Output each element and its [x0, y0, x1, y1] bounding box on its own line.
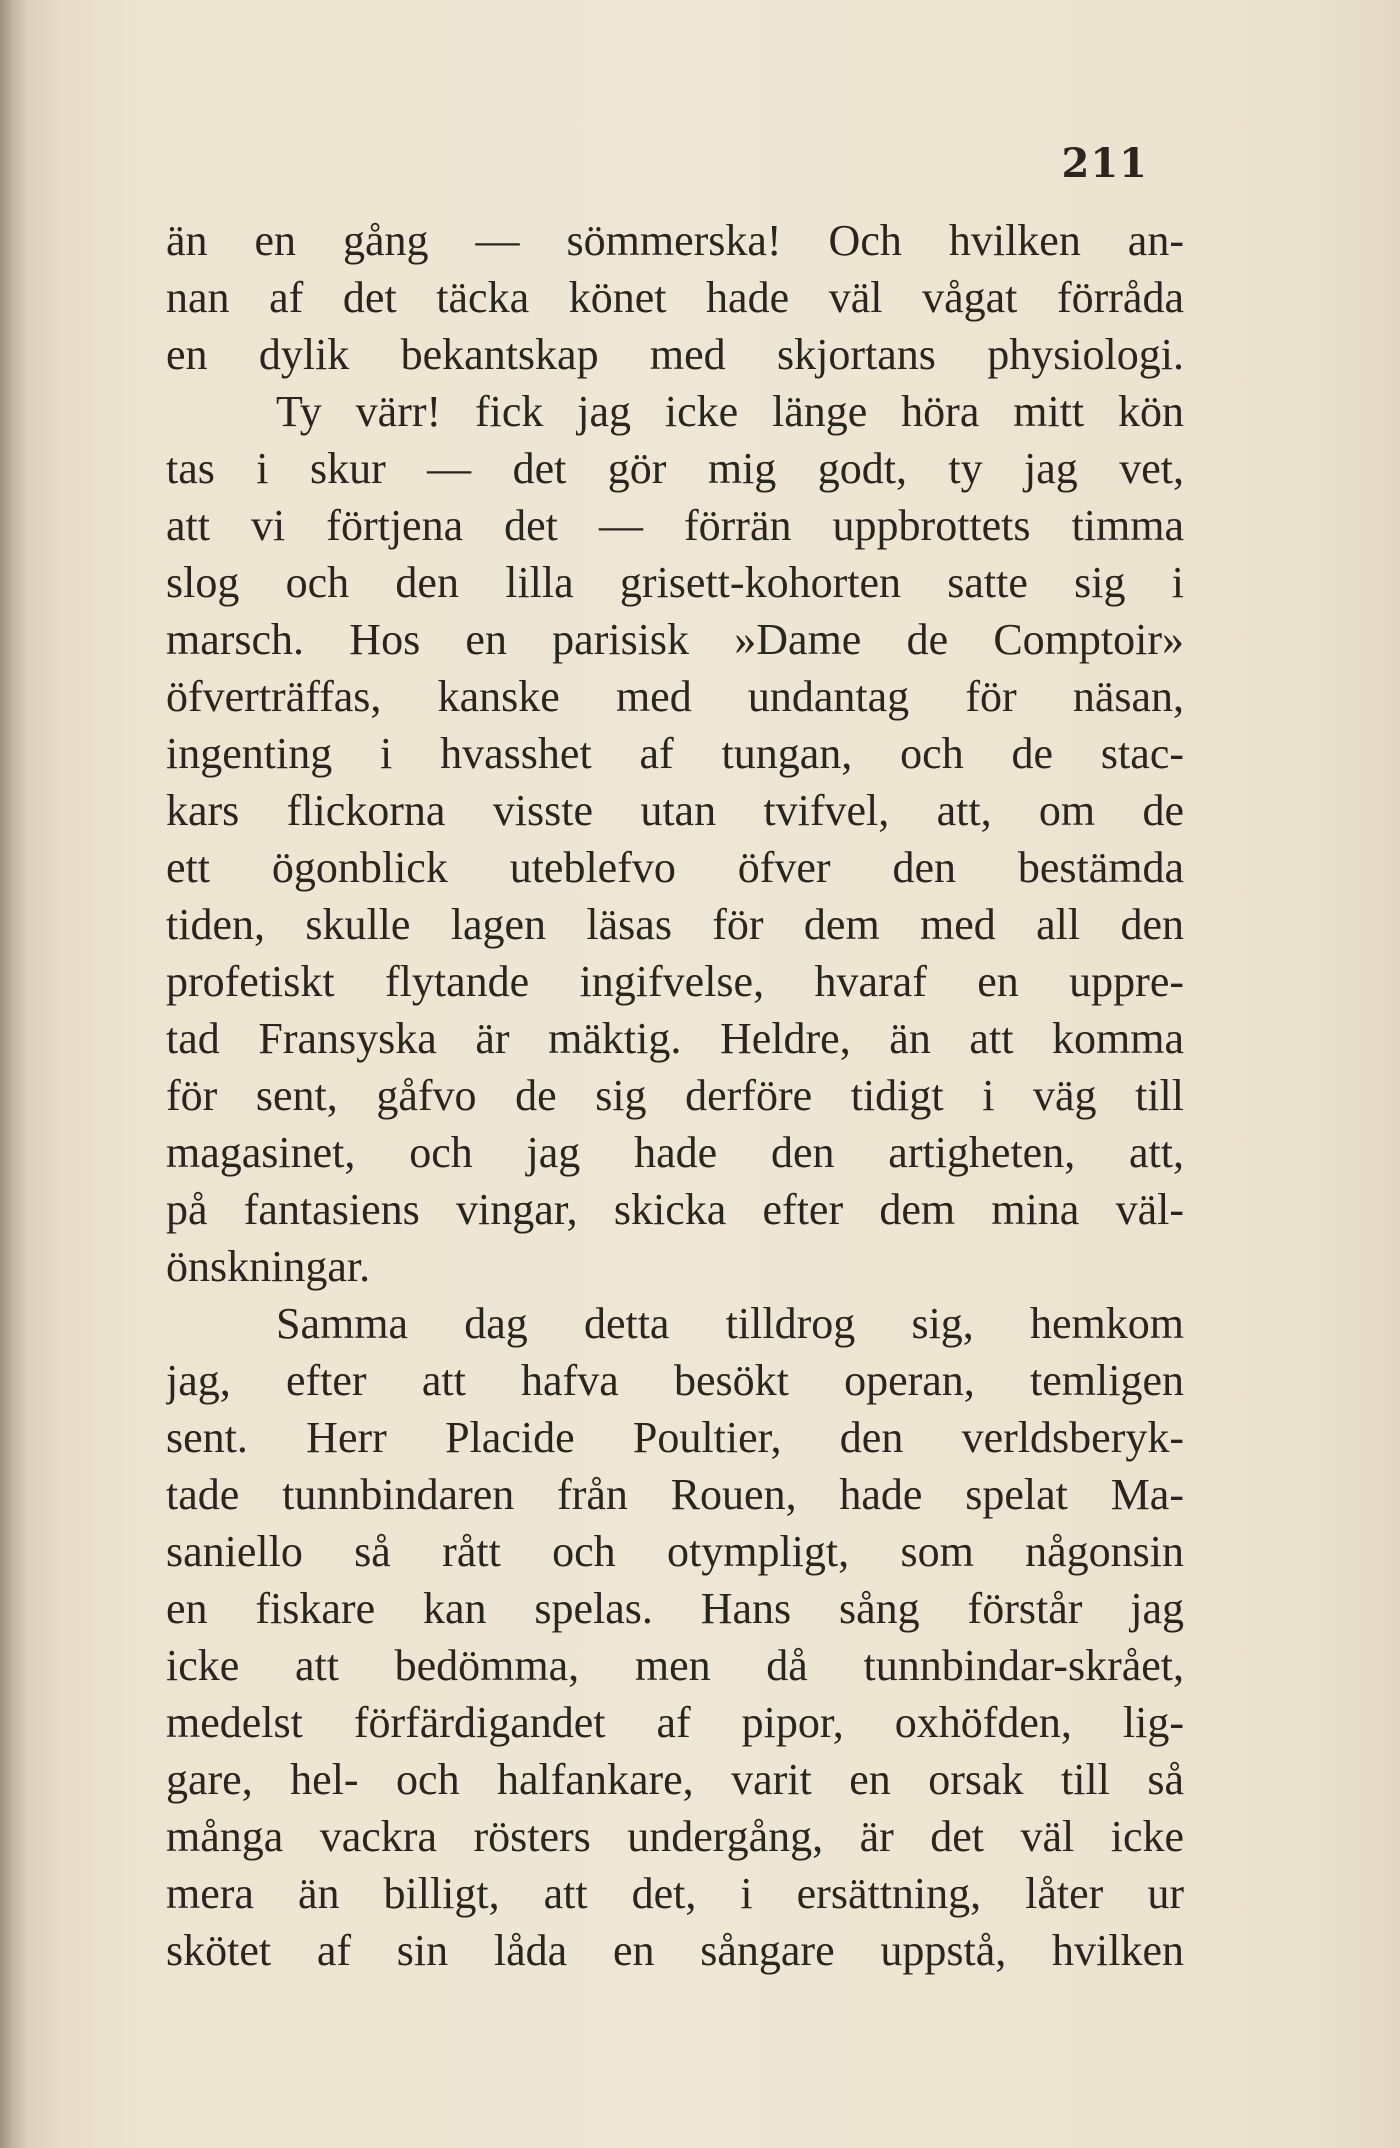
text-line: icke att bedömma, men då tunnbindar-skrået, [166, 1641, 1184, 1690]
text-line: tas i skur — det gör mig godt, ty jag vet, [166, 444, 1184, 493]
text-line: nan af det täcka könet hade väl vågat förråda [166, 273, 1184, 322]
text-line: för sent, gåfvo de sig derföre tidigt i väg till [166, 1071, 1184, 1120]
text-line: saniello så rått och otympligt, som någonsin [166, 1527, 1184, 1576]
text-line: sent. Herr Placide Poultier, den verldsberyk- [166, 1413, 1184, 1462]
text-line: ett ögonblick uteblefvo öfver den bestämda [166, 843, 1184, 892]
text-line: många vackra rösters undergång, är det väl icke [166, 1812, 1184, 1861]
text-line: slog och den lilla grisett-kohorten satte sig i [166, 558, 1184, 607]
text-line: önskningar. [166, 1242, 371, 1291]
text-line: magasinet, och jag hade den artigheten, att, [166, 1128, 1184, 1177]
text-line: att vi förtjena det — förrän uppbrottets timma [166, 501, 1184, 550]
binding-edge [0, 0, 28, 2148]
text-line: skötet af sin låda en sångare uppstå, hvilken [166, 1926, 1184, 1975]
text-line: än en gång — sömmerska! Och hvilken an- [166, 216, 1184, 265]
text-line: Samma dag detta tilldrog sig, hemkom [276, 1299, 1184, 1348]
page-number: 211 [1061, 140, 1148, 187]
text-line: tiden, skulle lagen läsas för dem med all den [166, 900, 1184, 949]
text-line: profetiskt flytande ingifvelse, hvaraf en uppre- [166, 957, 1184, 1006]
text-line: en fiskare kan spelas. Hans sång förstår jag [166, 1584, 1184, 1633]
text-line: en dylik bekantskap med skjortans physiologi. [166, 330, 1184, 379]
text-line: kars flickorna visste utan tvifvel, att, om de [166, 786, 1184, 835]
text-line: mera än billigt, att det, i ersättning, låter ur [166, 1869, 1184, 1918]
text-line: medelst förfärdigandet af pipor, oxhöfden, lig- [166, 1698, 1184, 1747]
text-line: tad Fransyska är mäktig. Heldre, än att komma [166, 1014, 1184, 1063]
text-line: marsch. Hos en parisisk »Dame de Comptoir» [166, 615, 1184, 664]
text-line: tade tunnbindaren från Rouen, hade spelat Ma- [166, 1470, 1184, 1519]
text-line: jag, efter att hafva besökt operan, temligen [166, 1356, 1184, 1405]
text-line: ingenting i hvasshet af tungan, och de stac- [166, 729, 1184, 778]
text-line: öfverträffas, kanske med undantag för näsan, [166, 672, 1184, 721]
text-line: gare, hel- och halfankare, varit en orsak till så [166, 1755, 1184, 1804]
body-text [166, 212, 1184, 1979]
text-line: på fantasiens vingar, skicka efter dem mina väl- [166, 1185, 1184, 1234]
text-line: Ty värr! fick jag icke länge höra mitt kön [276, 387, 1184, 436]
